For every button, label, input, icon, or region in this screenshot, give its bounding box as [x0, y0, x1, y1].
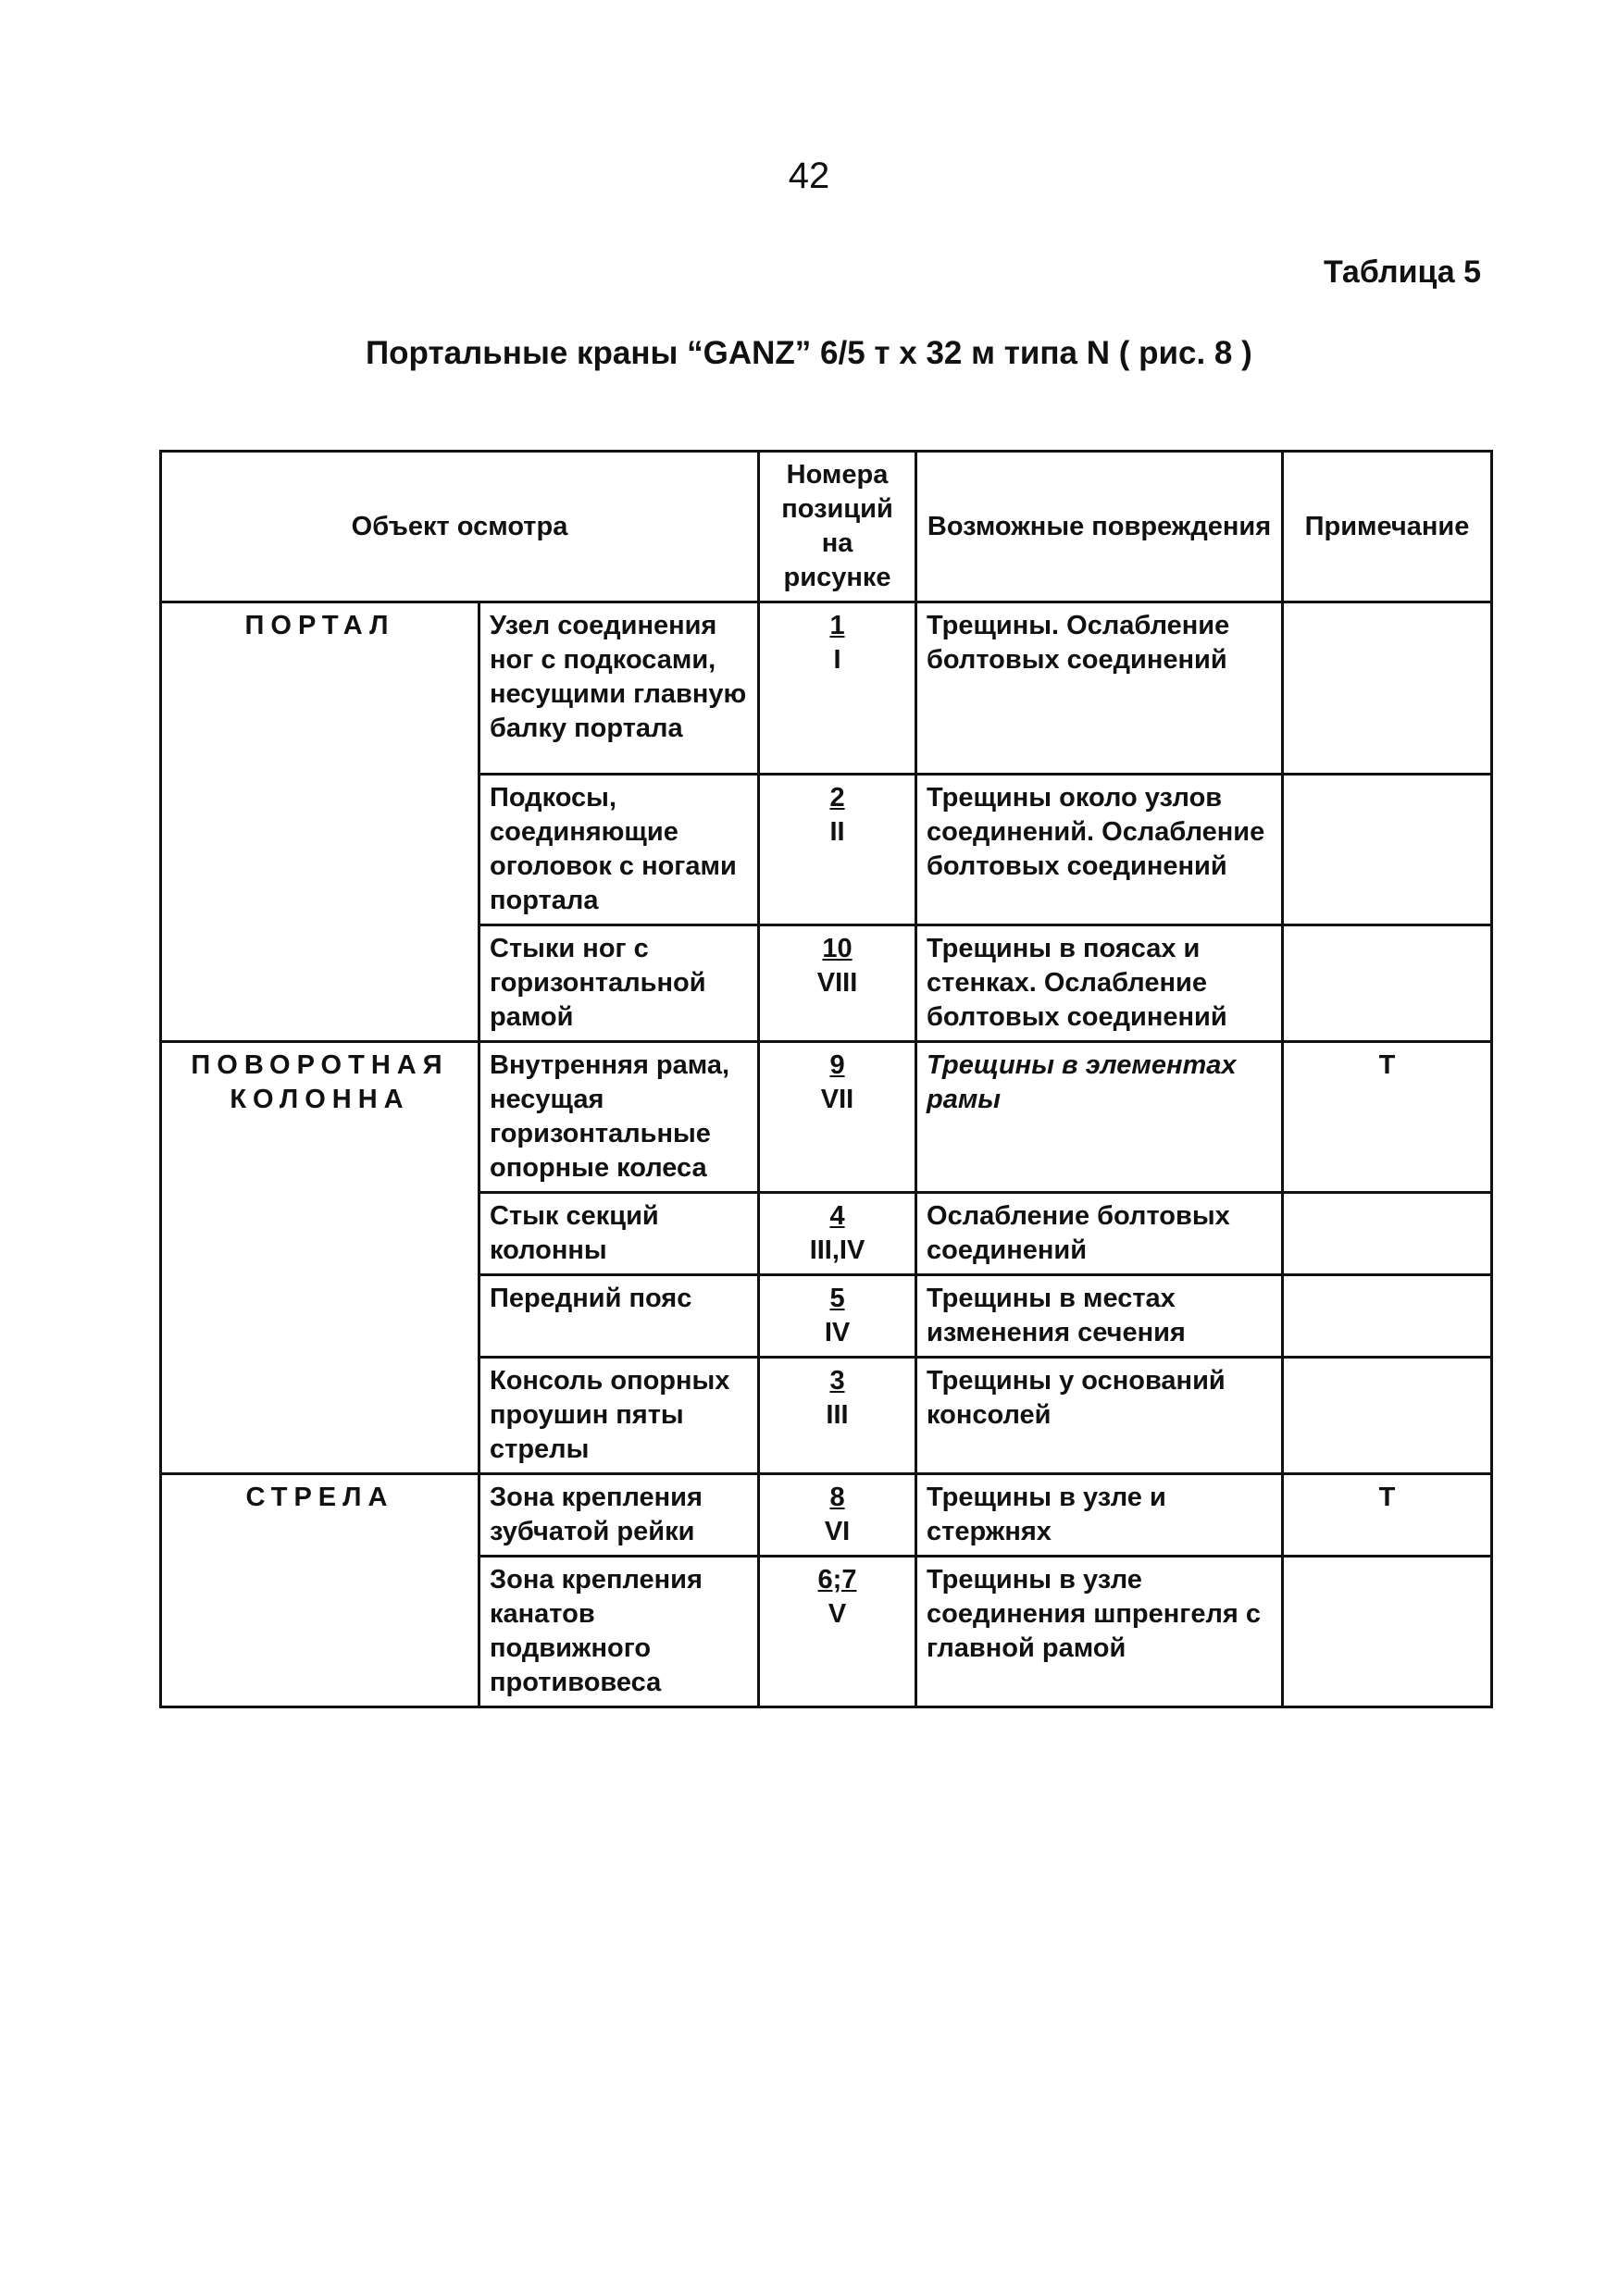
element-cell: Зона крепления зубчатой рейки	[479, 1474, 759, 1557]
note-cell	[1283, 1275, 1492, 1358]
table-row	[161, 1042, 1492, 1193]
damage-cell: Трещины в местах изменения сечения	[916, 1275, 1283, 1358]
note-cell: Т	[1283, 1474, 1492, 1557]
position-cell	[759, 1557, 916, 1707]
damage-cell: Трещины в элементах рамы	[916, 1042, 1283, 1193]
note-cell	[1283, 602, 1492, 775]
element-cell: Зона крепления канатов подвижного противовеса	[479, 1557, 759, 1707]
damage-cell: Трещины в узле соединения шпренгеля с главной рамой	[916, 1557, 1283, 1707]
header-object: Объект осмотра	[161, 452, 759, 602]
position-roman: VII	[820, 1085, 854, 1114]
position-cell	[759, 1275, 916, 1358]
note-cell: Т	[1283, 1042, 1492, 1193]
note-cell	[1283, 1557, 1492, 1707]
position-number: 9	[829, 1050, 845, 1080]
position-number: 5	[829, 1284, 845, 1313]
header-row	[161, 452, 1492, 602]
position-roman: III,IV	[809, 1235, 865, 1265]
inspection-table	[159, 450, 1493, 1708]
position-roman: V	[828, 1599, 847, 1629]
position-cell	[759, 1193, 916, 1275]
group-rotary-column: ПОВОРОТНАЯ КОЛОННА	[161, 1042, 479, 1474]
element-cell: Стык секций колонны	[479, 1193, 759, 1275]
position-number: 2	[829, 783, 845, 813]
element-cell: Консоль опорных проушин пяты стрелы	[479, 1358, 759, 1474]
note-cell	[1283, 1358, 1492, 1474]
position-number: 1	[829, 611, 845, 640]
table-row	[161, 1474, 1492, 1557]
damage-cell: Трещины. Ослабление болтовых соединений	[916, 602, 1283, 775]
position-cell	[759, 775, 916, 925]
position-number: 8	[829, 1483, 845, 1512]
position-number: 3	[829, 1366, 845, 1396]
position-cell	[759, 925, 916, 1042]
position-cell	[759, 1474, 916, 1557]
header-note: Примечание	[1283, 452, 1492, 602]
element-cell: Стыки ног с горизонтальной рамой	[479, 925, 759, 1042]
note-cell	[1283, 775, 1492, 925]
document-title: Портальные краны “GANZ” 6/5 т х 32 м типа N ( рис. 8 )	[366, 335, 1252, 371]
position-roman: I	[833, 645, 841, 675]
group-portal: ПОРТАЛ	[161, 602, 479, 1042]
element-cell: Внутренняя рама, несущая горизонтальные опорные колеса	[479, 1042, 759, 1193]
note-cell	[1283, 925, 1492, 1042]
header-damage: Возможные повреждения	[916, 452, 1283, 602]
page-number: 42	[788, 155, 830, 196]
table-row	[161, 602, 1492, 775]
table-label: Таблица 5	[1324, 254, 1482, 290]
damage-cell: Трещины около узлов соединений. Ослабление болтовых соединений	[916, 775, 1283, 925]
position-cell	[759, 1042, 916, 1193]
element-cell: Узел соединения ног с подкосами, несущими главную балку портала	[479, 602, 759, 775]
position-roman: VI	[824, 1517, 851, 1546]
position-roman: IV	[824, 1318, 851, 1347]
note-cell	[1283, 1193, 1492, 1275]
position-number: 4	[829, 1201, 845, 1231]
group-boom: СТРЕЛА	[161, 1474, 479, 1707]
element-cell: Подкосы, соединяющие оголовок с ногами портала	[479, 775, 759, 925]
position-roman: II	[829, 817, 845, 847]
position-roman: VIII	[816, 968, 858, 998]
damage-cell: Трещины в узле и стержнях	[916, 1474, 1283, 1557]
position-cell	[759, 602, 916, 775]
element-cell: Передний пояс	[479, 1275, 759, 1358]
position-number: 6;7	[817, 1565, 857, 1595]
damage-cell: Ослабление болтовых соединений	[916, 1193, 1283, 1275]
damage-cell: Трещины у оснований консолей	[916, 1358, 1283, 1474]
damage-cell: Трещины в поясах и стенках. Ослабление болтовых соединений	[916, 925, 1283, 1042]
position-number: 10	[822, 934, 853, 963]
position-cell	[759, 1358, 916, 1474]
header-positions: Номера позиций на рисунке	[759, 452, 916, 602]
position-roman: III	[826, 1400, 849, 1430]
